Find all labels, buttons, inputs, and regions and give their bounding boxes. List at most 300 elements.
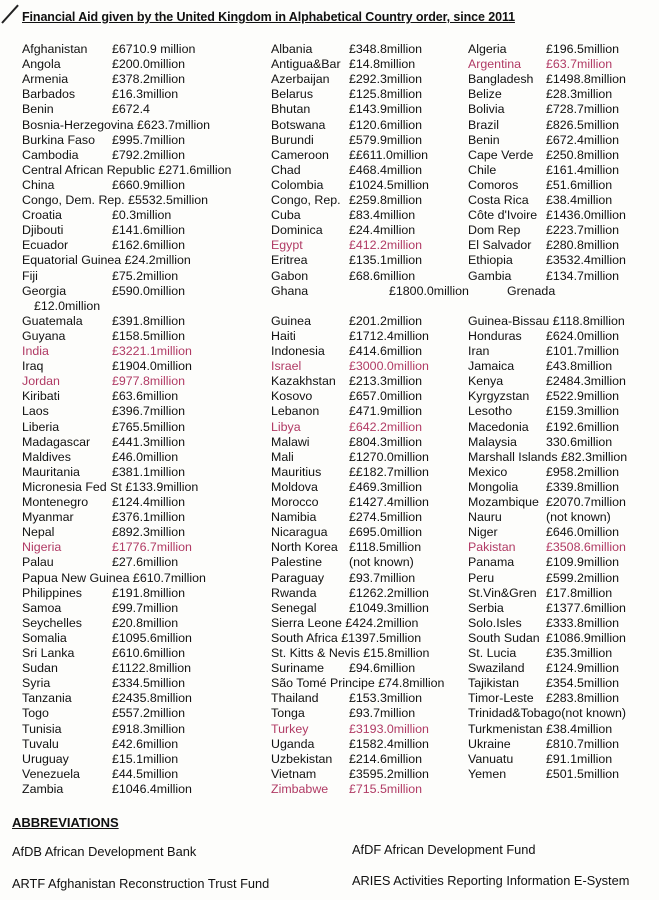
- aid-amount: £94.6million: [349, 661, 416, 676]
- aid-amount: £201.2million: [349, 313, 423, 328]
- aid-amount: £162.6million: [112, 238, 186, 253]
- aid-amount: £14.8million: [349, 57, 416, 72]
- aid-amount: £3193.0million: [349, 721, 429, 736]
- aid-amount: £99.7million: [112, 600, 179, 615]
- country-name: Syria: [22, 676, 51, 691]
- aid-amount: £143.9million: [349, 102, 423, 117]
- aid-amount: £38.4million: [546, 193, 613, 207]
- aid-amount: £16.3million: [112, 87, 179, 102]
- table-row: [22, 253, 191, 268]
- country-name: Afghanistan: [22, 42, 88, 56]
- country-name: Ethiopia: [468, 253, 513, 268]
- table-row: [22, 163, 231, 178]
- aid-amount: £469.3million: [349, 479, 423, 494]
- country-name: Algeria: [468, 42, 507, 56]
- aid-amount: £3532.4million: [546, 253, 626, 268]
- aid-amount: £3221.1million: [112, 344, 192, 358]
- country-name: Mali: [271, 449, 294, 464]
- country-name: Jamaica: [468, 359, 515, 374]
- aid-amount: £660.9million: [112, 177, 186, 192]
- aid-amount: £292.3million: [349, 72, 423, 87]
- country-name: Malaysia: [468, 434, 517, 449]
- country-name: Cameroon: [271, 147, 329, 162]
- aid-amount: £153.3million: [349, 691, 423, 706]
- country-name: Marshall Islands: [468, 449, 558, 464]
- aid-amount: £280.8million: [546, 238, 620, 253]
- aid-amount: £38.4million: [546, 721, 613, 736]
- aid-amount: £918.3million: [112, 721, 186, 736]
- country-name: Solo.Isles: [468, 615, 522, 630]
- country-name: Georgia: [22, 283, 67, 298]
- table-row: [271, 616, 418, 631]
- aid-amount: £191.8million: [112, 585, 186, 600]
- aid-amount: £24.4million: [349, 223, 416, 238]
- country-name: Guinea: [271, 313, 311, 328]
- country-name: Liberia: [22, 419, 60, 434]
- aid-amount: £765.5million: [112, 419, 186, 434]
- aid-amount: £12.0million: [34, 298, 101, 313]
- country-name: Namibia: [271, 510, 317, 525]
- aid-amount: £223.7million: [546, 223, 620, 238]
- country-name: Senegal: [271, 600, 317, 615]
- aid-amount: £792.2million: [112, 147, 186, 162]
- aid-amount: £109.9million: [546, 555, 620, 570]
- country-name: Congo, Dem. Rep.: [22, 193, 125, 207]
- table-row: [271, 631, 421, 646]
- country-name: Samoa: [22, 600, 62, 615]
- country-name: Tunisia: [22, 721, 62, 736]
- aid-amount: £624.0million: [546, 328, 620, 343]
- aid-amount: £1122.8million: [112, 661, 191, 676]
- country-name: Turkey: [271, 721, 309, 736]
- country-name: Papua New Guinea: [22, 570, 130, 585]
- aid-amount: £1712.4million: [349, 328, 429, 343]
- country-name: Cambodia: [22, 147, 79, 162]
- country-name: Seychelles: [22, 615, 82, 630]
- table-row: [22, 118, 210, 133]
- aid-amount: £354.5million: [546, 676, 620, 691]
- aid-amount: £1427.4million: [349, 495, 429, 509]
- aid-amount: £334.5million: [112, 676, 186, 691]
- country-name: Dominica: [271, 223, 323, 238]
- aid-amount: £348.8million: [349, 42, 423, 56]
- aid-amount: £141.6million: [112, 223, 186, 238]
- country-name: Venezuela: [22, 766, 80, 781]
- aid-amount: £3595.2million: [349, 766, 429, 781]
- aid-amount: ££182.7million: [349, 464, 429, 479]
- country-name: Macedonia: [468, 419, 529, 434]
- country-name: Burundi: [271, 132, 314, 147]
- aid-amount: £259.8million: [349, 193, 423, 207]
- aid-amount: £1270.0million: [349, 449, 429, 464]
- country-name: Panama: [468, 555, 515, 570]
- country-name: Cuba: [271, 208, 301, 223]
- country-name: Equatorial Guinea: [22, 253, 122, 268]
- country-name: Angola: [22, 57, 61, 72]
- aid-amount: £995.7million: [112, 132, 186, 147]
- aid-amount: £695.0million: [349, 525, 423, 540]
- aid-amount: £412.2million: [349, 238, 423, 253]
- aid-amount: £46.0million: [112, 449, 179, 464]
- country-name: Tanzania: [22, 691, 72, 706]
- aid-amount: £42.6million: [112, 736, 179, 751]
- country-name: Sierra Leone: [271, 615, 342, 630]
- country-name: South Sudan: [468, 630, 540, 645]
- country-name: Jordan: [22, 374, 60, 389]
- aid-amount: £599.2million: [546, 570, 620, 585]
- country-name: St.Vin&Gren: [468, 585, 537, 600]
- abbreviation-item: AfDB African Development Bank: [12, 844, 197, 859]
- country-name: Chad: [271, 162, 301, 177]
- aid-amount: £0.3million: [112, 208, 172, 223]
- aid-amount: £672.4million: [546, 132, 620, 147]
- aid-amount: £27.6million: [112, 555, 179, 570]
- country-name: China: [22, 177, 55, 192]
- aid-amount: £20.8million: [112, 615, 179, 630]
- aid-amount: £1776.7million: [112, 540, 192, 555]
- abbreviations-heading: ABBREVIATIONS: [12, 815, 119, 830]
- country-name: Iran: [468, 344, 490, 358]
- country-name: St. Kitts & Nevis: [271, 646, 360, 660]
- country-name: Antigua&Bar: [271, 57, 341, 72]
- country-name: Tajikistan: [468, 676, 519, 691]
- country-name: Costa Rica: [468, 193, 529, 207]
- country-name: Ghana: [271, 283, 309, 298]
- country-name: Vanuatu: [468, 751, 514, 766]
- country-name: Nigeria: [22, 540, 62, 555]
- aid-amount: £158.5million: [112, 328, 186, 343]
- country-name: Micronesia Fed St: [22, 479, 122, 494]
- aid-amount: £24.2million: [124, 253, 191, 268]
- aid-amount: £63.7million: [546, 57, 613, 72]
- country-name: Kazakhstan: [271, 374, 336, 389]
- aid-amount: ££611.0million: [349, 147, 428, 162]
- aid-amount: £610.7million: [132, 570, 206, 585]
- aid-amount: £3508.6million: [546, 540, 626, 555]
- aid-amount: £378.2million: [112, 72, 186, 87]
- country-name: Malawi: [271, 434, 310, 449]
- aid-amount: £93.7million: [349, 706, 416, 721]
- aid-amount: £161.4million: [546, 162, 620, 177]
- aid-amount: £159.3million: [546, 404, 620, 419]
- country-name: Morocco: [271, 495, 319, 509]
- country-name: Palau: [22, 555, 54, 570]
- aid-amount: £17.8million: [546, 585, 613, 600]
- country-name: Egypt: [271, 238, 303, 253]
- aid-amount: £1262.2million: [349, 585, 429, 600]
- country-name: Palestine: [271, 555, 322, 570]
- country-name: Bhutan: [271, 102, 311, 117]
- country-name: Moldova: [271, 479, 318, 494]
- country-name: Kiribati: [22, 389, 60, 404]
- country-name: Cape Verde: [468, 147, 534, 162]
- country-name: Benin: [22, 102, 54, 117]
- aid-amount: £74.8million: [378, 676, 445, 691]
- aid-amount: £522.9million: [546, 389, 620, 404]
- aid-amount: £1049.3million: [349, 600, 429, 615]
- country-name: Uganda: [271, 736, 315, 751]
- country-name: Sri Lanka: [22, 646, 75, 660]
- country-name: Peru: [468, 570, 495, 585]
- aid-amount: £192.6million: [546, 419, 620, 434]
- abbreviation-item: ARTF Afghanistan Reconstruction Trust Fund: [12, 876, 270, 891]
- country-name: Kyrgyzstan: [468, 389, 530, 404]
- country-name: Bolivia: [468, 102, 505, 117]
- aid-amount: 330.6million: [546, 434, 613, 449]
- aid-amount: £391.8million: [112, 313, 186, 328]
- country-name: Uzbekistan: [271, 751, 333, 766]
- aid-amount: £5532.5million: [128, 193, 208, 207]
- country-name: Congo, Rep.: [271, 193, 341, 207]
- aid-amount: £118.8million: [552, 313, 625, 328]
- country-name: Somalia: [22, 630, 67, 645]
- table-row: [22, 480, 198, 495]
- country-name: Guyana: [22, 328, 66, 343]
- aid-amount: £339.8million: [546, 479, 620, 494]
- country-name: Gambia: [468, 268, 512, 283]
- aid-amount: £810.7million: [546, 736, 620, 751]
- country-name: Mexico: [468, 464, 508, 479]
- country-name: Iraq: [22, 359, 44, 374]
- table-row: [468, 450, 627, 465]
- country-name: Swaziland: [468, 661, 525, 676]
- country-name: Vietnam: [271, 766, 317, 781]
- aid-amount: £1397.5million: [341, 630, 422, 645]
- country-name: Paraguay: [271, 570, 325, 585]
- aid-amount: £977.8million: [112, 374, 186, 389]
- country-name: South Africa: [271, 630, 338, 645]
- page-title: Financial Aid given by the United Kingdom in Alphabetical Country order, since 2011: [22, 10, 515, 24]
- country-name: Chile: [468, 162, 497, 177]
- aid-amount: £590.0million: [112, 283, 186, 298]
- aid-amount: £44.5million: [112, 766, 179, 781]
- aid-amount: £610.6million: [112, 646, 186, 660]
- aid-amount: £133.9million: [125, 479, 199, 494]
- aid-amount: £1095.6million: [112, 630, 192, 645]
- country-name: Benin: [468, 132, 500, 147]
- aid-amount: £826.5million: [546, 117, 620, 132]
- aid-amount: £657.0million: [349, 389, 423, 404]
- aid-amount: £396.7million: [112, 404, 186, 419]
- aid-amount: £125.8million: [349, 87, 423, 102]
- aid-amount: £1377.6million: [546, 600, 626, 615]
- country-name: Timor-Leste: [468, 691, 534, 706]
- aid-amount: £804.3million: [349, 434, 423, 449]
- country-name: Côte d'Ivoire: [468, 208, 538, 223]
- aid-amount: £93.7million: [349, 570, 416, 585]
- aid-amount: £501.5million: [546, 766, 620, 781]
- aid-amount: £124.9million: [546, 661, 620, 676]
- country-name: Honduras: [468, 328, 522, 343]
- country-name: Sudan: [22, 661, 58, 676]
- country-name: India: [22, 344, 49, 358]
- aid-amount: £728.7million: [546, 102, 620, 117]
- country-name: Madagascar: [22, 434, 91, 449]
- aid-amount: £672.4: [112, 102, 150, 117]
- country-name: Tuvalu: [22, 736, 59, 751]
- country-name: Mozambique: [468, 495, 539, 509]
- table-row: [468, 722, 612, 737]
- country-name: Kenya: [468, 374, 504, 389]
- aid-amount: £471.9million: [349, 404, 423, 419]
- country-name: Pakistan: [468, 540, 516, 555]
- country-name: Armenia: [22, 72, 69, 87]
- aid-amount: £424.2million: [345, 615, 419, 630]
- aid-amount: £646.0million: [546, 525, 620, 540]
- aid-amount: £2070.7million: [546, 495, 626, 509]
- table-row: [22, 193, 208, 208]
- country-name: Montenegro: [22, 495, 89, 509]
- aid-amount: £3000.0million: [349, 359, 429, 374]
- aid-amount: £283.8million: [546, 691, 620, 706]
- country-name: Indonesia: [271, 344, 325, 358]
- aid-amount: £200.0million: [112, 57, 186, 72]
- country-name: Serbia: [468, 600, 504, 615]
- aid-amount: £468.4million: [349, 162, 423, 177]
- country-name: Lebanon: [271, 404, 320, 419]
- country-name: São Tomé Principe: [271, 676, 375, 691]
- country-name: Mauritania: [22, 464, 80, 479]
- country-name: Eritrea: [271, 253, 308, 268]
- country-name: Burkina Faso: [22, 132, 96, 147]
- country-name: Guatemala: [22, 313, 83, 328]
- aid-amount: £91.1million: [546, 751, 613, 766]
- country-name: Uruguay: [22, 751, 69, 766]
- country-name: Nicaragua: [271, 525, 328, 540]
- country-name: Laos: [22, 404, 49, 419]
- country-name: Mongolia: [468, 479, 519, 494]
- country-name: Niger: [468, 525, 498, 540]
- country-name: Rwanda: [271, 585, 317, 600]
- aid-amount: £68.6million: [349, 268, 416, 283]
- country-name: Kosovo: [271, 389, 313, 404]
- country-name: Albania: [271, 42, 313, 56]
- country-name: Botswana: [271, 117, 326, 132]
- country-name: Ukraine: [468, 736, 511, 751]
- aid-amount: £579.9million: [349, 132, 423, 147]
- aid-amount: £557.2million: [112, 706, 186, 721]
- country-name: Lesotho: [468, 404, 513, 419]
- aid-amount: £118.5million: [349, 540, 422, 555]
- country-name: Suriname: [271, 661, 325, 676]
- aid-amount: £214.6million: [349, 751, 423, 766]
- country-name: Fiji: [22, 268, 38, 283]
- country-name: Belize: [468, 87, 502, 102]
- country-name: Guinea-Bissau: [468, 313, 550, 328]
- country-name: Togo: [22, 706, 49, 721]
- aid-amount: £414.6million: [349, 344, 423, 358]
- country-name: Brazil: [468, 117, 499, 132]
- aid-amount: £82.3million: [560, 449, 628, 464]
- aid-amount: £1800.0million: [389, 283, 469, 298]
- country-name: St. Lucia: [468, 646, 517, 660]
- table-row: [468, 706, 626, 721]
- aid-amount: £1086.9million: [546, 630, 626, 645]
- abbreviation-item: ARIES Activities Reporting Information E-System: [352, 873, 630, 888]
- country-name: Argentina: [468, 57, 522, 72]
- country-name: Maldives: [22, 449, 71, 464]
- aid-amount: £441.3million: [112, 434, 186, 449]
- country-name: Trinidad&Tobago(not known): [468, 706, 626, 721]
- abbreviation-item: AfDF African Development Fund: [352, 842, 536, 857]
- aid-amount: £333.8million: [546, 615, 620, 630]
- aid-amount: £15.8million: [363, 646, 430, 660]
- country-name: Nepal: [22, 525, 55, 540]
- aid-amount: £1024.5million: [349, 177, 429, 192]
- aid-amount: £1436.0million: [546, 208, 626, 223]
- aid-amount: (not known): [546, 510, 611, 525]
- country-name: Bosnia-Herzegovina: [22, 117, 134, 132]
- aid-amount: £1904.0million: [112, 359, 192, 374]
- aid-amount: £892.3million: [112, 525, 186, 540]
- aid-amount: £15.1million: [112, 751, 179, 766]
- country-name: Dom Rep: [468, 223, 521, 238]
- country-name: Thailand: [271, 691, 319, 706]
- country-name: El Salvador: [468, 238, 532, 253]
- aid-amount: £213.3million: [349, 374, 423, 389]
- country-name: Myanmar: [22, 510, 74, 525]
- country-name: Grenada: [507, 283, 556, 298]
- country-name: Libya: [271, 419, 301, 434]
- country-name: North Korea: [271, 540, 338, 555]
- aid-amount: £63.6million: [112, 389, 179, 404]
- country-name: Bangladesh: [468, 72, 534, 87]
- aid-amount: £1498.8million: [546, 72, 626, 87]
- table-row: [468, 314, 625, 329]
- aid-amount: £642.2million: [349, 419, 423, 434]
- table-row: [22, 571, 206, 586]
- country-name: Gabon: [271, 268, 309, 283]
- aid-amount: £250.8million: [546, 147, 620, 162]
- country-name: Djibouti: [22, 223, 64, 238]
- aid-amount: £120.6million: [349, 117, 423, 132]
- aid-amount: £124.4million: [112, 495, 186, 509]
- aid-amount: £376.1million: [112, 510, 186, 525]
- aid-amount: £83.4million: [349, 208, 416, 223]
- table-row: [271, 646, 429, 661]
- aid-amount: £35.3million: [546, 646, 613, 660]
- country-name: Belarus: [271, 87, 314, 102]
- country-name: Tonga: [271, 706, 305, 721]
- country-name: Colombia: [271, 177, 324, 192]
- aid-amount: £958.2million: [546, 464, 620, 479]
- aid-amount: £135.1million: [349, 253, 423, 268]
- pen-mark: [1, 4, 19, 23]
- country-name: Turkmenistan: [468, 721, 543, 736]
- aid-amount: £271.6million: [158, 162, 232, 177]
- aid-amount: £1582.4million: [349, 736, 429, 751]
- country-name: Mauritius: [271, 464, 322, 479]
- country-name: Barbados: [22, 87, 76, 102]
- aid-amount: £715.5million: [349, 781, 423, 796]
- country-name: Yemen: [468, 766, 507, 781]
- table-row: [271, 676, 444, 691]
- country-name: Philippines: [22, 585, 82, 600]
- aid-amount: £274.5million: [349, 510, 423, 525]
- country-name: Haiti: [271, 328, 296, 343]
- aid-amount: £28.3million: [546, 87, 613, 102]
- country-name: Croatia: [22, 208, 62, 223]
- country-name: Zimbabwe: [271, 781, 329, 796]
- aid-amount: £75.2million: [112, 268, 179, 283]
- aid-amount: £623.7million: [137, 117, 211, 132]
- country-name: Zambia: [22, 781, 64, 796]
- aid-amount: (not known): [349, 555, 414, 570]
- country-name: Israel: [271, 359, 302, 374]
- aid-amount: £101.7million: [546, 344, 620, 358]
- aid-amount: £43.8million: [546, 359, 613, 374]
- aid-amount: £2435.8million: [112, 691, 192, 706]
